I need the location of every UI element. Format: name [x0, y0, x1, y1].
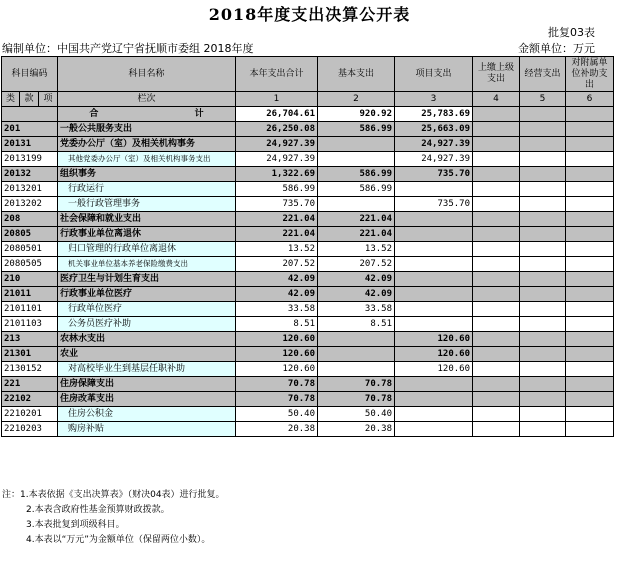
- table-row: [2, 152, 614, 167]
- total-row: [2, 107, 614, 122]
- row-basic: [318, 197, 395, 212]
- row-project: [395, 227, 473, 242]
- row-code: 2013199: [2, 152, 58, 167]
- row-upper: [473, 257, 520, 272]
- row-upper: [473, 272, 520, 287]
- total-label-b: 计: [194, 109, 204, 119]
- row-basic: [318, 347, 395, 362]
- row-total: 221.04: [236, 212, 318, 227]
- row-code: 2080501: [2, 242, 58, 257]
- row-upper: [473, 332, 520, 347]
- row-business: [520, 257, 566, 272]
- row-project: [395, 212, 473, 227]
- row-name: 购房补贴: [58, 422, 236, 437]
- header-lei: 类: [2, 92, 20, 107]
- row-total: 221.04: [236, 227, 318, 242]
- row-business: [520, 362, 566, 377]
- row-business: [520, 212, 566, 227]
- row-code: 21011: [2, 287, 58, 302]
- table-row: [2, 272, 614, 287]
- table-row: [2, 287, 614, 302]
- note-line: 注：1.本表依据《支出决算表》（财决04表）进行批复。: [2, 490, 225, 500]
- col-number-3: 3: [395, 92, 473, 107]
- total-label: [58, 107, 236, 122]
- row-total: 24,927.39: [236, 137, 318, 152]
- row-business: [520, 152, 566, 167]
- table-row: [2, 377, 614, 392]
- row-business: [520, 137, 566, 152]
- row-total: 42.09: [236, 287, 318, 302]
- row-subsidy: [566, 407, 614, 422]
- row-name: 住房保障支出: [58, 377, 236, 392]
- row-code: 221: [2, 377, 58, 392]
- row-name: 住房改革支出: [58, 392, 236, 407]
- table-row: [2, 347, 614, 362]
- form-number: 批复03表: [548, 26, 595, 39]
- amount-unit: 金额单位：万元: [518, 42, 595, 55]
- table-row: [2, 242, 614, 257]
- row-code: 2210203: [2, 422, 58, 437]
- row-name: 机关事业单位基本养老保险缴费支出: [58, 257, 236, 272]
- row-project: 735.70: [395, 197, 473, 212]
- row-subsidy: [566, 422, 614, 437]
- row-code: 20132: [2, 167, 58, 182]
- row-project: [395, 257, 473, 272]
- row-upper: [473, 377, 520, 392]
- row-upper: [473, 287, 520, 302]
- total-amount: 26,704.61: [236, 107, 318, 122]
- col-number-6: 6: [566, 92, 614, 107]
- row-name: 组织事务: [58, 167, 236, 182]
- row-basic: 8.51: [318, 317, 395, 332]
- note-line: 4.本表以“万元”为金额单位（保留两位小数）。: [26, 535, 211, 545]
- table-row: [2, 122, 614, 137]
- header-xiang: 项: [39, 92, 58, 107]
- row-business: [520, 332, 566, 347]
- row-name: 公务员医疗补助: [58, 317, 236, 332]
- table-row: [2, 332, 614, 347]
- header-code: 科目编码: [2, 57, 58, 92]
- table-row: [2, 302, 614, 317]
- table-row: [2, 182, 614, 197]
- row-business: [520, 227, 566, 242]
- row-project: [395, 302, 473, 317]
- row-project: [395, 377, 473, 392]
- row-upper: [473, 122, 520, 137]
- row-subsidy: [566, 317, 614, 332]
- total-subsidy: [566, 107, 614, 122]
- row-subsidy: [566, 392, 614, 407]
- row-upper: [473, 182, 520, 197]
- table-row: [2, 257, 614, 272]
- table-row: [2, 212, 614, 227]
- row-project: [395, 407, 473, 422]
- total-basic: 920.92: [318, 107, 395, 122]
- row-name: 党委办公厅（室）及相关机构事务: [58, 137, 236, 152]
- row-subsidy: [566, 347, 614, 362]
- row-upper: [473, 242, 520, 257]
- row-total: 26,250.08: [236, 122, 318, 137]
- row-name: 行政运行: [58, 182, 236, 197]
- header-project: 项目支出: [395, 57, 473, 92]
- row-total: 24,927.39: [236, 152, 318, 167]
- row-project: 24,927.39: [395, 137, 473, 152]
- row-basic: [318, 362, 395, 377]
- total-label-a: 合: [89, 109, 99, 119]
- row-upper: [473, 167, 520, 182]
- row-subsidy: [566, 182, 614, 197]
- row-code: 22102: [2, 392, 58, 407]
- row-subsidy: [566, 212, 614, 227]
- row-name: 医疗卫生与计划生育支出: [58, 272, 236, 287]
- row-business: [520, 182, 566, 197]
- table-row: [2, 422, 614, 437]
- row-subsidy: [566, 362, 614, 377]
- row-total: 207.52: [236, 257, 318, 272]
- row-total: 70.78: [236, 392, 318, 407]
- row-project: 120.60: [395, 347, 473, 362]
- row-total: 120.60: [236, 347, 318, 362]
- row-subsidy: [566, 197, 614, 212]
- row-basic: 70.78: [318, 392, 395, 407]
- row-code: 201: [2, 122, 58, 137]
- row-basic: 13.52: [318, 242, 395, 257]
- row-project: 120.60: [395, 332, 473, 347]
- row-name: 行政事业单位离退休: [58, 227, 236, 242]
- table-row: [2, 197, 614, 212]
- table-row: [2, 407, 614, 422]
- header-basic: 基本支出: [318, 57, 395, 92]
- row-subsidy: [566, 257, 614, 272]
- row-code: 2210201: [2, 407, 58, 422]
- page-title: 2018年度支出决算公开表: [208, 5, 411, 24]
- row-business: [520, 122, 566, 137]
- row-code: 213: [2, 332, 58, 347]
- col-number-2: 2: [318, 92, 395, 107]
- row-basic: 33.58: [318, 302, 395, 317]
- header-name: 科目名称: [58, 57, 236, 92]
- row-basic: 221.04: [318, 212, 395, 227]
- row-business: [520, 197, 566, 212]
- row-name: 社会保障和就业支出: [58, 212, 236, 227]
- table-row: [2, 392, 614, 407]
- row-project: [395, 242, 473, 257]
- row-upper: [473, 422, 520, 437]
- row-code: 2013202: [2, 197, 58, 212]
- row-basic: 42.09: [318, 272, 395, 287]
- row-total: 20.38: [236, 422, 318, 437]
- row-total: 1,322.69: [236, 167, 318, 182]
- row-basic: 586.99: [318, 182, 395, 197]
- row-project: 24,927.39: [395, 152, 473, 167]
- row-code: 2080505: [2, 257, 58, 272]
- row-code: 210: [2, 272, 58, 287]
- row-subsidy: [566, 287, 614, 302]
- table-row: [2, 227, 614, 242]
- row-total: 33.58: [236, 302, 318, 317]
- row-code: 20805: [2, 227, 58, 242]
- row-code: 20131: [2, 137, 58, 152]
- header-subsidy: 对附属单位补助支出: [566, 57, 614, 92]
- row-upper: [473, 227, 520, 242]
- row-business: [520, 272, 566, 287]
- row-subsidy: [566, 122, 614, 137]
- header-total: 本年支出合计: [236, 57, 318, 92]
- col-number-4: 4: [473, 92, 520, 107]
- row-subsidy: [566, 137, 614, 152]
- row-upper: [473, 317, 520, 332]
- row-project: [395, 287, 473, 302]
- row-basic: [318, 152, 395, 167]
- row-subsidy: [566, 332, 614, 347]
- row-project: [395, 182, 473, 197]
- table-row: [2, 362, 614, 377]
- row-basic: [318, 332, 395, 347]
- row-name: 一般公共服务支出: [58, 122, 236, 137]
- row-upper: [473, 302, 520, 317]
- row-project: [395, 392, 473, 407]
- total-project: 25,783.69: [395, 107, 473, 122]
- table-row: [2, 167, 614, 182]
- row-project: 735.70: [395, 167, 473, 182]
- row-total: 42.09: [236, 272, 318, 287]
- header-upper: 上缴上级支出: [473, 57, 520, 92]
- table-row: [2, 137, 614, 152]
- notes: [2, 488, 225, 548]
- row-name: 农林水支出: [58, 332, 236, 347]
- col-number-5: 5: [520, 92, 566, 107]
- row-subsidy: [566, 272, 614, 287]
- row-basic: 50.40: [318, 407, 395, 422]
- row-business: [520, 422, 566, 437]
- row-upper: [473, 407, 520, 422]
- row-project: [395, 317, 473, 332]
- row-business: [520, 377, 566, 392]
- row-total: 70.78: [236, 377, 318, 392]
- row-basic: 42.09: [318, 287, 395, 302]
- row-upper: [473, 362, 520, 377]
- row-business: [520, 302, 566, 317]
- row-code: 2101103: [2, 317, 58, 332]
- row-subsidy: [566, 167, 614, 182]
- total-upper: [473, 107, 520, 122]
- row-upper: [473, 347, 520, 362]
- row-name: 归口管理的行政单位离退休: [58, 242, 236, 257]
- row-total: 13.52: [236, 242, 318, 257]
- row-subsidy: [566, 227, 614, 242]
- row-business: [520, 242, 566, 257]
- row-code: 2101101: [2, 302, 58, 317]
- compiling-unit: 编制单位：中国共产党辽宁省抚顺市委组 2018年度: [2, 42, 254, 55]
- row-basic: 207.52: [318, 257, 395, 272]
- total-business: [520, 107, 566, 122]
- row-upper: [473, 392, 520, 407]
- row-subsidy: [566, 242, 614, 257]
- row-code: 2130152: [2, 362, 58, 377]
- row-business: [520, 392, 566, 407]
- row-total: 586.99: [236, 182, 318, 197]
- row-upper: [473, 197, 520, 212]
- row-name: 行政单位医疗: [58, 302, 236, 317]
- row-total: 120.60: [236, 332, 318, 347]
- row-business: [520, 287, 566, 302]
- row-subsidy: [566, 302, 614, 317]
- row-business: [520, 317, 566, 332]
- row-business: [520, 347, 566, 362]
- row-basic: 586.99: [318, 122, 395, 137]
- row-project: 120.60: [395, 362, 473, 377]
- row-name: 住房公积金: [58, 407, 236, 422]
- row-upper: [473, 212, 520, 227]
- row-upper: [473, 152, 520, 167]
- expenditure-table: [1, 56, 614, 437]
- note-line: 2.本表含政府性基金预算财政拨款。: [26, 505, 170, 515]
- row-business: [520, 407, 566, 422]
- row-upper: [473, 137, 520, 152]
- row-total: 8.51: [236, 317, 318, 332]
- row-basic: 20.38: [318, 422, 395, 437]
- row-name: 一般行政管理事务: [58, 197, 236, 212]
- row-basic: 221.04: [318, 227, 395, 242]
- row-name: 农业: [58, 347, 236, 362]
- col-number-1: 1: [236, 92, 318, 107]
- row-code: 208: [2, 212, 58, 227]
- row-business: [520, 167, 566, 182]
- row-project: [395, 422, 473, 437]
- header-business: 经营支出: [520, 57, 566, 92]
- row-name: 对高校毕业生到基层任职补助: [58, 362, 236, 377]
- header-kuan: 款: [20, 92, 39, 107]
- header-col-label: 栏次: [58, 92, 236, 107]
- row-basic: 70.78: [318, 377, 395, 392]
- total-code-cell: [2, 107, 58, 122]
- table-row: [2, 317, 614, 332]
- row-total: 50.40: [236, 407, 318, 422]
- row-total: 735.70: [236, 197, 318, 212]
- row-name: 其他党委办公厅（室）及相关机构事务支出: [58, 152, 236, 167]
- row-basic: 586.99: [318, 167, 395, 182]
- row-total: 120.60: [236, 362, 318, 377]
- row-project: [395, 272, 473, 287]
- row-subsidy: [566, 152, 614, 167]
- row-name: 行政事业单位医疗: [58, 287, 236, 302]
- row-project: 25,663.09: [395, 122, 473, 137]
- row-basic: [318, 137, 395, 152]
- row-code: 2013201: [2, 182, 58, 197]
- note-line: 3.本表批复到项级科目。: [26, 520, 125, 530]
- row-subsidy: [566, 377, 614, 392]
- row-code: 21301: [2, 347, 58, 362]
